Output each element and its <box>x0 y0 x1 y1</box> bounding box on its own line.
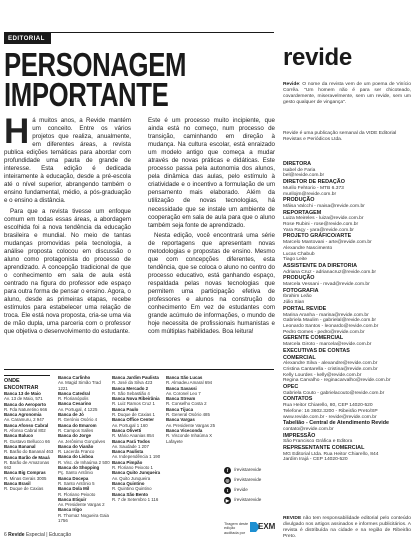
store-item <box>4 444 56 455</box>
social-handle: /revistarevide <box>234 467 262 472</box>
page-footer <box>4 532 71 538</box>
name-origin-brand: Revide <box>283 82 300 87</box>
staff-role: PRODUÇÃO <box>283 275 315 282</box>
store-address: R. Santo Antônio 5 <box>58 480 95 486</box>
social-link[interactable] <box>224 485 284 495</box>
store-name: Banca do Emarom <box>58 422 97 428</box>
store-item <box>166 396 218 407</box>
store-address: R. Duque de Caxias 1 <box>112 412 155 418</box>
staff-entry: Marcela Giroto - marcela@revide.com.br <box>283 342 372 348</box>
store-item <box>4 433 56 444</box>
store-item <box>4 470 56 481</box>
store-name: Banca de Jó <box>58 412 84 418</box>
store-item <box>166 428 218 444</box>
page-number: 6 <box>4 532 7 538</box>
staff-role: PROJETO GRÁFICO/ARTE <box>283 233 352 240</box>
social-handle: /revistarevide <box>234 477 262 482</box>
store-address: R. Floriano Peixoto 1 <box>112 465 153 471</box>
store-item <box>112 460 164 471</box>
store-address: Av. Portugal 1 160 <box>112 422 148 428</box>
disclaimer <box>283 516 411 540</box>
store-item <box>58 391 110 402</box>
staff-entry: Alexandre Silva - alexandre@revide.com.br <box>283 361 378 367</box>
social-link[interactable] <box>224 475 284 485</box>
social-handle: /revide <box>234 487 248 492</box>
staff-entry: Alexandre Nascimento <box>283 245 333 251</box>
masthead-logo <box>283 44 352 72</box>
store-address: R. Gustavo Bellucco 66 <box>4 438 50 444</box>
staff-role: FOTOGRAFIA <box>283 287 319 294</box>
store-item <box>166 417 218 428</box>
store-name: Banca 13 de Maio <box>4 391 41 396</box>
store-address: R. Duque de Caxias <box>4 486 44 492</box>
store-address: Av. Independência 1 190 <box>112 454 161 460</box>
staff-role: REPORTAGEM <box>283 209 322 216</box>
store-item <box>112 481 164 492</box>
footer-section: Especial | Educação <box>25 532 72 538</box>
store-address: R. Florianópolis <box>58 396 89 402</box>
store-address: R. Luiz Ramos Cruz 1 <box>112 401 155 407</box>
store-name: Banca Paulista <box>112 449 144 455</box>
store-name: Banca Mercado 2 <box>112 385 149 391</box>
instagram-icon: ◎ <box>225 477 230 483</box>
store-address: Av. Saudade 1 207 <box>112 443 149 449</box>
store-address: R. 7 de Setembro 1 116 <box>112 496 159 502</box>
staff-entry: murilojm@revide.com.br <box>283 191 337 197</box>
staff-entry: Lucas Chabub <box>283 251 315 257</box>
staff-entry: www.revide.com.br - revide@revide.com.br <box>283 414 377 420</box>
store-address: R. Quintino Quintino <box>112 486 152 492</box>
store-name: Banca São Lucas <box>166 375 203 380</box>
staff-entry: Tiago Leite <box>283 257 308 263</box>
staff-role: REPRESENTANTE COMERCIAL <box>283 445 365 452</box>
staff-entry: Marcela Vessani - mvad@revide.com.br <box>283 282 370 288</box>
store-address: R. Almadeu Amaral 694 <box>166 380 213 386</box>
store-address: R. Visc. de Inhaúma 2 500 <box>58 459 110 465</box>
store-address: Av. Presidente Vargas 25 <box>166 422 216 428</box>
staff-role: DIRETORA <box>283 161 312 167</box>
store-address: R. Lacerda Franco <box>58 449 95 455</box>
store-name: Banca Etiquir <box>58 496 87 502</box>
store-item <box>58 412 110 423</box>
article-paragraph: Para que a revista tivesse um enfoque comum em todas essas áreas, a abordagem escolhida foi a nova tendência da educação brasileira e mundial. No meio de tantas mudanças promovidas pela tecnologia, a análise proposta colocou em discussão o aluno como protagonista do processo de aprendizado. A concepção tradicional de que o conhecimento em sala de aula está centrado na figura do professor ede espaço para outra forma de pensar o ensino. Agora, o aluno, desde as primeiras etapas, recebe estímulos para estabelecer uma relação de troca. Ele está nova proposta, cria-se uma via de mão dupla, uma parceria com o professor que objetiva o desenvolvimento do estudante. <box>4 207 131 336</box>
store-item <box>112 417 164 428</box>
store-name: Banca Viceconda <box>166 427 203 433</box>
store-item <box>58 476 110 487</box>
store-column <box>112 375 164 502</box>
staff-entry: Pedro Gomes - pedro@revide.com.br <box>283 329 365 335</box>
store-address: Av. 13 de Maio, 571 <box>4 396 43 402</box>
store-name: Banca Carlinho <box>58 375 91 380</box>
staff-entry: Luiza Meireles - luiza@revide.com.br <box>283 216 364 222</box>
staff-entry: Cristina Cantarella - cristina@revide.com.br <box>283 366 378 372</box>
store-item <box>112 428 164 439</box>
store-item <box>4 481 56 492</box>
staff-role: OPEC <box>283 384 299 391</box>
store-address: R. Visconde Inhaúma X Lafayete <box>166 433 213 444</box>
staff-entry: Yara Raçy - yara@revide.com.br <box>283 227 354 233</box>
facebook-icon: f <box>224 467 231 474</box>
staff-role: COMERCIAL <box>283 354 316 361</box>
headline <box>4 46 215 113</box>
store-name: Banca do Jorge <box>58 433 91 439</box>
staff-entry: Mãisa Valcchi - maisa@revide.com.br <box>283 203 365 209</box>
staff-entry: Telefone: 16 3602.3200 - Ribeirão Preto/SP <box>283 408 378 414</box>
store-name: Banca Docepa <box>58 475 89 481</box>
social-link[interactable] <box>224 495 284 505</box>
store-item <box>4 455 56 471</box>
store-column <box>166 375 218 444</box>
store-address: Pç. Santo Antônio <box>58 470 93 476</box>
store-item <box>58 497 110 508</box>
store-item <box>4 402 56 413</box>
store-name: Banca Brasil <box>4 481 31 487</box>
staff-entry: Júlio Sian <box>283 300 305 306</box>
staff-entry: São Francisco Gráfica e Editora <box>283 439 353 445</box>
store-address: R. Campos Salles <box>58 427 94 433</box>
store-address: R. Gerónio Osório 4 <box>58 417 98 423</box>
store-item <box>112 470 164 481</box>
staff-role: PRODUÇÃO <box>283 197 315 204</box>
store-name: Banca do Aeroporto <box>4 401 47 407</box>
store-address: R. Barão do Bananal 463 <box>4 449 54 455</box>
store-name: Banca do Vianão <box>58 443 94 449</box>
staff-entry: bel@revide.com.br <box>283 173 325 179</box>
article-paragraph: Nesta edição, você encontrará uma série de reportagens que apresentam novas metodologias e propostas de ensino. Mesmo que com concepções diferentes, esta tendência, que se coloca o aluno no centro do processo educativo, está ganhando espaço, respaldada pelas novas tecnologias que permitem uma participação efetiva de professores e alunos na construção do conhecimento Em vez de estudantes com grande acúmulo de informações, o mundo de hoje necessita de profissionais humanistas e com múltiplas habilidades. Boa leitura! <box>148 231 275 336</box>
staff-entry: MG Editorial Ltda. Rua Heitor Chiarello, 844 <box>283 451 379 457</box>
article-column-2 <box>148 117 275 338</box>
store-item <box>112 375 164 386</box>
store-address: R. Thomaz Nogueira Gaia 1756 <box>58 512 109 524</box>
disclaimer-brand: REVIDE <box>283 516 302 521</box>
paragraph-text: á muitos anos, a Revide mantém um conceito. Entre os vários projetos que realiza, anualmente, em diferentes áreas, a revista publica edições temáticas para abordar com profundidade uma pauta de grande de interesse. Esta edição é dedicada inteiramente à educação, desde a pré-escola até o nível superior, abrangendo também o ensino fundamental, médio, a pós-graduação e o ensino a distância. <box>4 117 131 205</box>
store-name: Banca Paulo <box>112 406 139 412</box>
store-item <box>112 449 164 460</box>
store-item <box>166 386 218 397</box>
store-address: R. General Osório 485 <box>166 412 210 418</box>
staff-entry: Marina Aranha - marina@revide.com.br <box>283 312 369 318</box>
audit-caption: Tiragem deste edição auditada por <box>224 522 249 535</box>
article-paragraph <box>4 112 131 206</box>
store-item <box>166 375 218 386</box>
store-address: R. Minas Gerais 3005 <box>4 475 47 481</box>
store-item <box>112 386 164 397</box>
section-tag: EDITORIAL <box>4 33 51 44</box>
staff-entry: Rua Heitor Chiarello, 80, CEP 14020-520 <box>283 403 373 409</box>
store-address: R. José da Silva 423 <box>112 380 153 386</box>
where-to-find-line-1: ONDE <box>4 378 20 384</box>
store-address: Av. Caramuru, 2 947 <box>4 417 45 423</box>
name-origin-text: O nome da revista vem de um poema de Vinício Corrêa. "Um homem não é para ser chicoteado, covardemente, miseravelmente, sem um revide, sem um gesto qualquer de vingança". <box>283 82 411 105</box>
youtube-icon: ▶ <box>225 497 230 503</box>
where-to-find-line-2: ENCONTRAR <box>4 385 39 391</box>
staff-entry: Rose Rubini - rose@revide.com.br <box>283 222 359 228</box>
social-link[interactable] <box>224 465 284 475</box>
store-item <box>4 423 56 434</box>
store-name: Banca Big Compras <box>4 470 46 476</box>
store-item <box>112 396 164 407</box>
store-address: Av. Portugal, 4 1225 <box>58 406 98 412</box>
store-item <box>58 423 110 434</box>
staff-role: CONTATOS <box>283 396 313 403</box>
store-address: R. Barão de Amazonas 662 <box>4 459 50 471</box>
store-name: Banca São Bento <box>112 491 149 497</box>
staff-entry: Regina Carvalho - reginacarvalho@revide.com.br <box>283 378 391 384</box>
store-item <box>4 391 56 402</box>
store-name: Banca Baluco <box>4 433 34 439</box>
store-item <box>166 407 218 418</box>
store-item <box>58 454 110 465</box>
staff-entry: Ibrahim Leão <box>283 294 312 300</box>
article-column-1 <box>4 112 131 338</box>
store-item <box>58 433 110 444</box>
store-name: Banca Bananal <box>4 443 36 449</box>
staff-role: ASSISTENTE DA DIRETORIA <box>283 262 357 269</box>
staff-role: EXECUTIVAS DE CONTAS <box>283 347 350 354</box>
store-item <box>4 412 56 423</box>
staff-list <box>283 161 411 463</box>
store-item <box>112 407 164 418</box>
store-address: R. São Sebastião 4 <box>112 390 150 396</box>
staff-entry: Adriana Cruz - adrianacruz@revide.com.br <box>283 269 377 275</box>
staff-role: GERENTE COMERCIAL <box>283 335 344 342</box>
store-column <box>58 375 110 523</box>
store-name: Banca Stream <box>166 396 196 402</box>
store-name: Banca Tijuca <box>166 406 194 412</box>
staff-entry: Gabriela Maulim - gabrielal@revide.com.br <box>283 318 377 324</box>
store-name: Banca do Lisboa <box>58 454 94 460</box>
staff-entry: Jardim Irajá - CEP 14020-520 <box>283 457 348 463</box>
store-name: Banca Catedral <box>58 390 90 396</box>
staff-entry: contato@revide.com.br <box>283 426 334 432</box>
staff-entry: Gabriela Couto - gabrielacouto@revide.com.br <box>283 390 385 396</box>
store-name: Banca Pimpão <box>112 459 143 465</box>
headline-line-1: PERSONAGEM <box>4 46 187 83</box>
social-links <box>224 465 284 505</box>
staff-entry: Marcelo Mantovani - arte@revide.com.br <box>283 240 372 246</box>
footer-brand: Revide <box>8 532 25 538</box>
store-name: Banca Afonso Cabral <box>4 422 49 428</box>
staff-entry: Murilo Fehtorio - MTB 6.373 <box>283 185 344 191</box>
store-name: Banca Nova Ribeirânia <box>112 396 160 402</box>
store-column <box>4 391 56 492</box>
store-address: Av. Quito Junqueira <box>112 475 151 481</box>
store-name: Banca Dola Mil <box>58 486 90 492</box>
staff-entry: Kelly Lourdes - kelly@revide.com.br <box>283 372 362 378</box>
store-name: Banca Quintino <box>112 480 145 486</box>
section-divider <box>4 369 274 370</box>
staff-role: PORTAL REVIDE <box>283 305 327 312</box>
store-name: Banca Pará Todos <box>112 438 150 444</box>
store-item <box>58 375 110 391</box>
store-name: Banca Barão de Mauá <box>4 454 50 460</box>
where-to-find-heading <box>4 375 50 392</box>
store-address: Av. Presidente Vargas 2 <box>58 502 105 508</box>
article-paragraph: Este é um processo muito incipiente, que ainda está no começo, num processo de transição, caminhando em direção à mudança. Na cultura escolar, está enraizado um modelo antigo que começa a mudar através de novas práticas e didáticas. Este processo passa pela autonomia dos alunos, pela dinâmica das aulas, pelo estímulo à criatividade e o incentivo a formulação de um pensamento mais elaborado. Além da utilização de novas tecnologias, há necessidade que se instale um ambiente de cooperação em sala de aula para que o aluno também seja fonte de aprendizado. <box>148 117 275 229</box>
store-name: Banca Agronomia <box>4 412 42 418</box>
exm-logo-text: EXM <box>258 522 276 531</box>
store-item <box>58 486 110 497</box>
store-name: Banca Olivetti <box>112 427 142 433</box>
store-address: R. Floriano Peixoto <box>58 491 96 497</box>
staff-role: Tabelião - Central de Atendimento Revide <box>283 420 390 427</box>
store-name: Banca do Shopping <box>58 465 100 471</box>
store-name: Banca Office Center <box>112 417 154 423</box>
revide-logo-text: revide <box>283 44 352 71</box>
twitter-icon: t <box>224 487 231 494</box>
drop-cap: H <box>4 112 30 151</box>
store-address: R. Fda Naturetino 666 <box>4 406 48 412</box>
name-origin-note: Revide: O nome da revista vem de um poema de Vinício Corrêa. "Um homem não é para ser chicoteado, covardemente, miseravelmente, sem um revide, sem um gesto qualquer de vingança". <box>283 82 411 105</box>
store-item <box>58 507 110 523</box>
store-address: R. Afonso Cabral 802 <box>4 428 46 434</box>
store-name: Banca Savassi <box>166 385 197 391</box>
staff-entry: Leonardo Santos - leonardo@revide.com.br <box>283 323 379 329</box>
store-item <box>58 465 110 476</box>
store-item <box>112 439 164 450</box>
staff-entry: Isabel de Faria <box>283 167 316 173</box>
store-item <box>58 401 110 412</box>
disclaimer-text: não tem responsabilidade editorial pelo conteúdo divulgado nos artigos assinados e informes publicitários. A revista é distribuída na cidade e na região de Ribeirão Preto. <box>283 516 411 539</box>
store-address: R. Conselho Costa 2 <box>166 401 207 407</box>
store-name: Banca Quito Junqueira <box>112 470 161 476</box>
store-address: R. Mário Ananias 854 <box>112 433 154 439</box>
social-handle: /revistarevide <box>234 497 262 502</box>
store-name: Banca Irigo <box>58 507 82 513</box>
staff-role: DIRETOR DE REDAÇÃO <box>283 179 345 186</box>
store-name: Banca Vargas <box>166 417 195 423</box>
store-item <box>58 444 110 455</box>
headline-line-2: IMPORTANTE <box>4 76 169 113</box>
publication-intro: Revide é uma publicação semanal da VIDE Editorial Revistas e Periódicos Ltda. <box>283 131 397 142</box>
store-address: Av. Coronel Leo 7 <box>166 390 201 396</box>
store-name: Banca Jardim Paulista <box>112 375 159 380</box>
store-address: Av. Jerônimo Gonçalves <box>58 438 106 444</box>
store-address: Av. Magid Simão Trad 1221 <box>58 380 101 391</box>
staff-role: IMPRESSÃO <box>283 432 316 439</box>
store-item <box>112 492 164 503</box>
store-name: Banca Cesarino <box>58 401 92 407</box>
